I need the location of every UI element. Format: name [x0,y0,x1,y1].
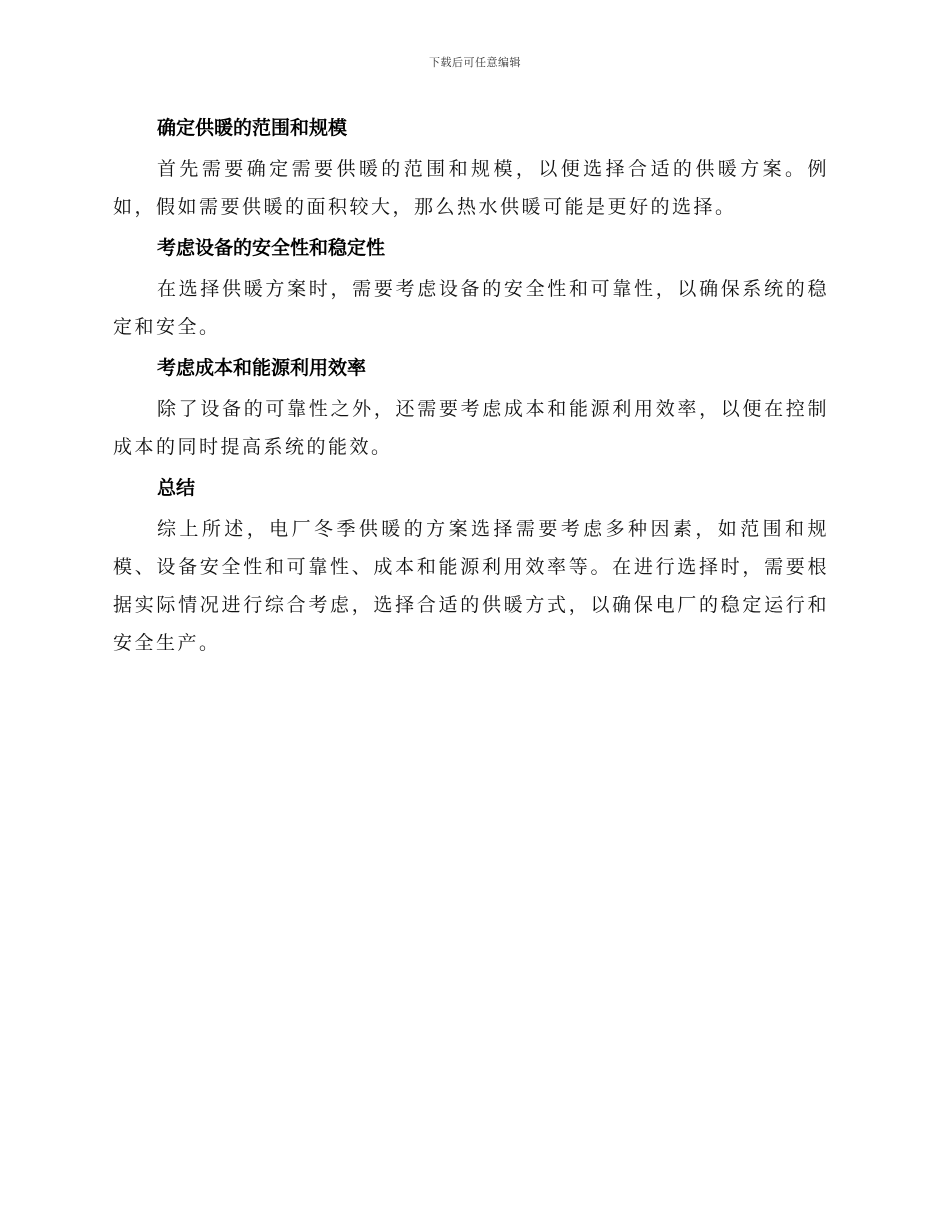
section-summary [113,470,829,662]
section-paragraph: 首先需要确定需要供暖的范围和规模，以便选择合适的供暖方案。例如，假如需要供暖的面积较大，那么热水供暖可能是更好的选择。 [113,158,829,218]
section-heading: 考虑设备的安全性和稳定性 [157,237,386,259]
page-header: 下载后可任意编辑 [429,56,521,69]
section-heading: 考虑成本和能源利用效率 [157,357,367,379]
section-safety [113,230,829,346]
section-scope [113,110,829,226]
section-cost [113,350,829,466]
section-heading: 总结 [157,477,196,499]
document-content [113,110,829,666]
section-paragraph: 在选择供暖方案时，需要考虑设备的安全性和可靠性，以确保系统的稳定和安全。 [113,278,829,338]
section-heading: 确定供暖的范围和规模 [157,117,348,139]
section-paragraph: 除了设备的可靠性之外，还需要考虑成本和能源利用效率，以便在控制成本的同时提高系统的能效。 [113,398,829,458]
section-paragraph: 综上所述，电厂冬季供暖的方案选择需要考虑多种因素，如范围和规模、设备安全性和可靠性、成本和能源利用效率等。在进行选择时，需要根据实际情况进行综合考虑，选择合适的供暖方式，以确保电厂的稳定运行和安全生产。 [113,518,829,654]
